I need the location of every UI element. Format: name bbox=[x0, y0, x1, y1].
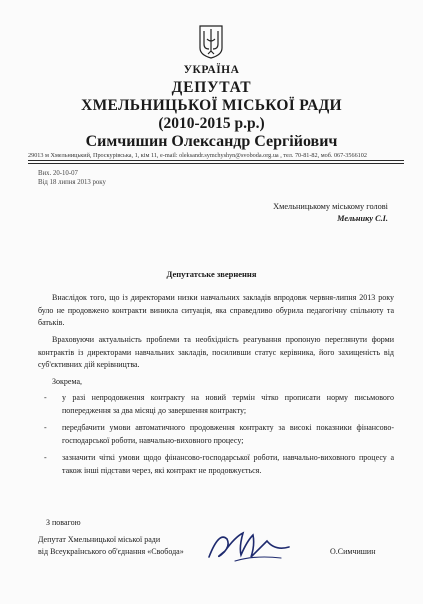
paragraph-1: Внаслідок того, що із директорами низки навчальних закладів впродовж червня-липня 2013 року було не продовжено контракти виникла ситуація, яка справедливо обурила педагогічну спільноту та батьків. bbox=[38, 293, 394, 328]
council-name: ХМЕЛЬНИЦЬКОЇ МІСЬКОЇ РАДИ bbox=[81, 97, 342, 114]
bullet-dash: - bbox=[44, 423, 47, 433]
bullet-dash: - bbox=[44, 393, 47, 402]
paragraph-2: Враховуючи актуальність проблеми та необхідність реагування пропоную переглянути форми контрактів із директорами навчальних закладів, посиливши статус керівника, його захищеність від суб'єктивних дій керівництва. bbox=[38, 335, 394, 370]
outgoing-number: Вих. 20-10-07 bbox=[38, 170, 78, 177]
list-item-text: у разі непродовження контракту на новий термін чітко прописати норму письмового попередження за два місяці до завершення контракту; bbox=[62, 393, 394, 415]
trident-emblem-icon bbox=[198, 24, 224, 60]
bullet-dash: - bbox=[44, 453, 47, 463]
council-term: (2010-2015 р.р.) bbox=[158, 115, 265, 132]
list-item-text: зазначити чіткі умови щодо фінансово-господарської роботи, навчально-виховного процесу а також інші підстави через, які контракт не продовжується. bbox=[62, 453, 394, 475]
list-item bbox=[38, 392, 394, 417]
header-divider-thick bbox=[28, 160, 404, 161]
addressee-position: Хмельницькому міському голові bbox=[273, 202, 388, 211]
proposal-list bbox=[38, 392, 394, 483]
signer-name: О.Симчишин bbox=[330, 547, 376, 556]
letter-subject: Депутатське звернення bbox=[166, 269, 257, 279]
country-heading: УКРАЇНА bbox=[183, 64, 240, 76]
deputy-name: Симчишин Олександр Сергійович bbox=[85, 133, 338, 150]
list-item bbox=[38, 422, 394, 447]
addressee-name: Мельнику С.І. bbox=[337, 214, 388, 223]
contact-line: 29013 м Хмельницький, Проскурівська, 1, кім 11, e-mail: oleksandr.symchyshyn@svoboda.org.ua , тел. 70-81-82, моб. 067-3566102 bbox=[28, 152, 367, 159]
paragraph-3: Зокрема, bbox=[52, 377, 83, 386]
signer-position-line2: від Всеукраїнського об'єднання «Свобода» bbox=[38, 547, 184, 556]
handwritten-signature bbox=[205, 525, 293, 565]
list-item-text: передбачити умови автоматичного продовження контракту за високі показники фінансово-господарської роботи, навчально-виховного процесу; bbox=[62, 423, 394, 445]
deputy-title: ДЕПУТАТ bbox=[171, 79, 252, 96]
closing-regards: З повагою bbox=[46, 518, 81, 527]
list-item bbox=[38, 452, 394, 477]
header-divider-thin bbox=[28, 163, 404, 164]
signer-position-line1: Депутат Хмельницької міської ради bbox=[38, 535, 161, 544]
outgoing-date: Від 18 липня 2013 року bbox=[38, 179, 106, 186]
